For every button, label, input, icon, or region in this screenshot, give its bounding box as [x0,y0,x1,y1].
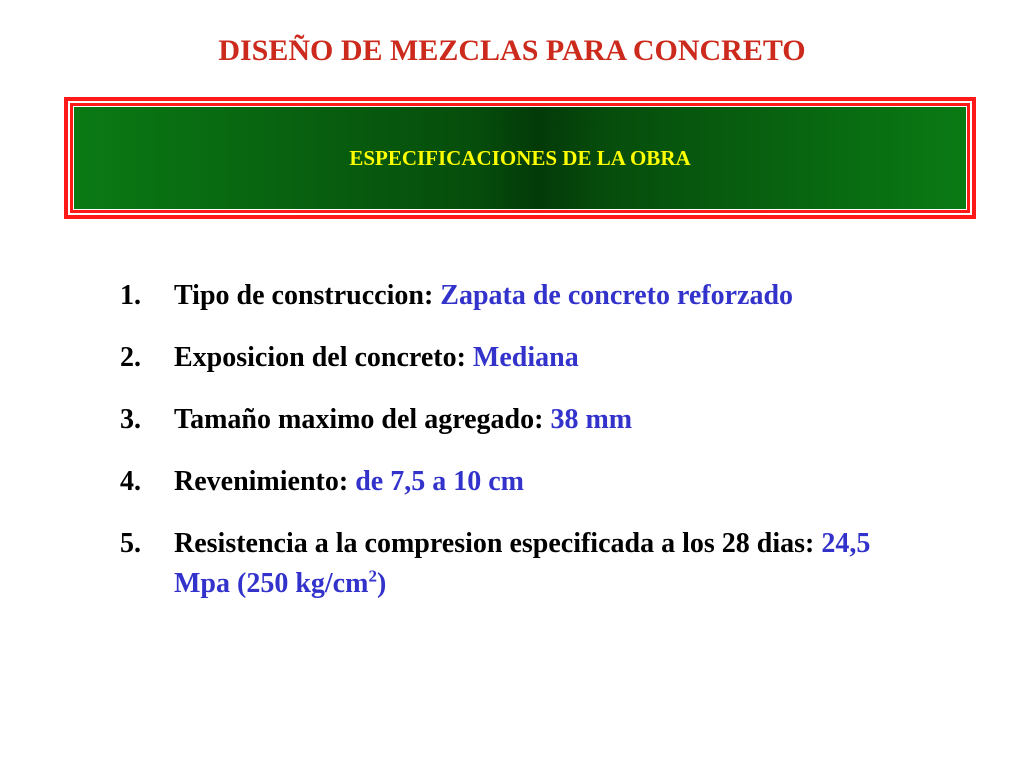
item-label: Resistencia a la compresion especificada a los 28 dias: [174,528,815,559]
item-body [174,524,900,604]
item-body [174,462,900,502]
item-number: 3. [120,404,141,435]
item-body [174,400,900,440]
item-value-text: 24,5 Mpa (250 kg/cm [174,528,871,599]
item-body [174,338,900,378]
item-label: Exposicion del concreto: [174,342,466,373]
item-value-end: ) [376,568,387,599]
list-item [120,338,900,378]
item-value: 38 mm [550,404,633,435]
banner-text: ESPECIFICACIONES DE LA OBRA [349,145,691,170]
item-body [174,276,900,316]
item-label: Tamaño maximo del agregado: [174,404,544,435]
item-value: de 7,5 a 10 cm [355,466,524,497]
item-label: Revenimiento: [174,466,349,497]
spec-list [120,276,900,626]
list-item [120,400,900,440]
item-value: Zapata de concreto reforzado [440,280,794,311]
list-item [120,276,900,316]
banner-frame [64,97,976,219]
item-value-superscript: 2 [368,566,377,586]
banner [74,107,966,209]
item-label: Tipo de construccion: [174,280,434,311]
item-number: 2. [120,342,141,373]
item-number: 4. [120,466,141,497]
item-value: Mediana [472,342,579,373]
slide-title: DISEÑO DE MEZCLAS PARA CONCRETO [218,34,806,67]
item-number: 1. [120,280,141,311]
item-number: 5. [120,528,141,559]
list-item [120,462,900,502]
list-item [120,524,900,604]
